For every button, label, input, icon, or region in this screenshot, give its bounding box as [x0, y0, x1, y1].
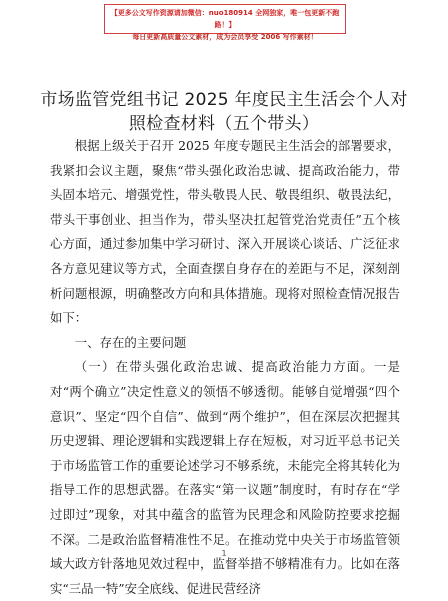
document-title: 市场监管党组书记 2025 年度民主生活会个人对照检查材料（五个带头） [40, 90, 408, 134]
intro-paragraph: 根据上级关于召开 2025 年度专题民主生活会的部署要求，我紧扣会议主题，聚焦“带头强化政治忠诚、提高政治能力，带头固本培元、增强党性，带头敬畏人民、敬畏组织、敬畏法纪，带头干事创业、担当作为，带头坚决扛起管党治党责任”五个核心方面，通过参加集中学习研讨、深入开展谈心谈话、广泛征求各方意见建议等方式，全面查摆自身存在的差距与不足，深刻剖析问题根源，明确整改方向和具体措施。现将对照检查情况报告如下： [50, 138, 400, 326]
document-body [50, 134, 400, 601]
subsection-paragraph: （一）在带头强化政治忠诚、提高政治能力方面。一是对“两个确立”决定性意义的领悟不够透彻。能够自觉增强“四个意识”、坚定“四个自信”、做到“两个维护”，但在深层次把握其历史逻辑、理论逻辑和实践逻辑上存在短板，对习近平总书记关于市场监管工作的重要论述学习不够系统，未能完全将其转化为指导工作的思想武器。在落实“第一议题”制度时，有时存在“学过即过”现象，对其中蕴含的监管为民理念和风险防控要求挖掘不深。二是政治监督精准性不足。在推动党中央关于市场监管领域大政方针落地见效过程中，监督举措不够精准有力。比如在落实“三品一特”安全底线、促进民营经济 [50, 359, 400, 596]
promo-banner-line-2: 每日更新高质量公文素材，成为会员享受 2006 写作素材！ [132, 33, 318, 41]
section-heading: 一、存在的主要问题 [74, 334, 187, 350]
promo-banner [104, 4, 346, 41]
promo-banner-line-1: 【更多公文写作资源请加微信：nuo180914 全网独家，唯一包更新不跑路！】 [110, 9, 340, 29]
page-number: 1 [221, 549, 227, 558]
